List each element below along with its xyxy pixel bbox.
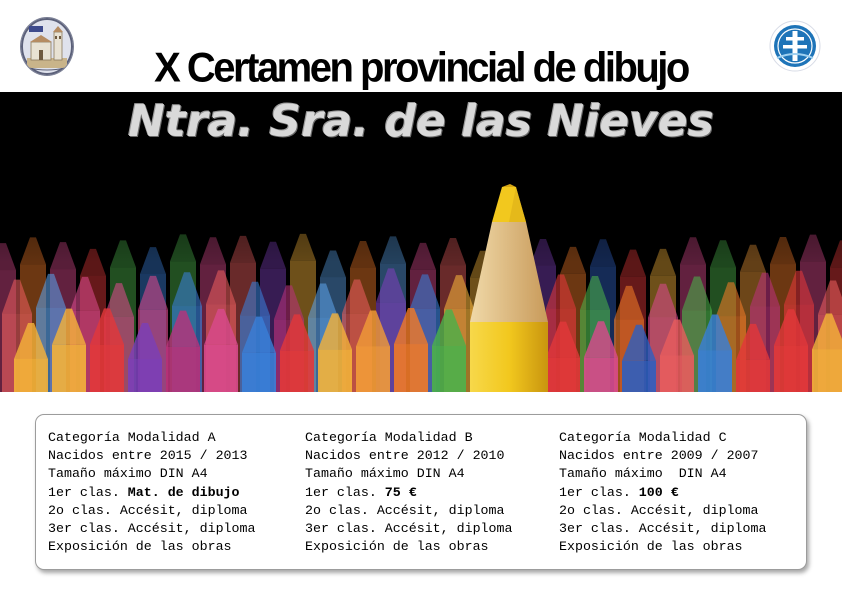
category-modalidad: Categoría Modalidad C (559, 430, 727, 445)
category-modalidad: Categoría Modalidad A (48, 430, 216, 445)
category-column-b (305, 429, 512, 556)
category-second: 2o clas. Accésit, diploma (305, 502, 505, 518)
category-first-prefix: 1er clas. (305, 484, 385, 500)
category-exhibition: Exposición de las obras (305, 539, 489, 555)
category-exhibition: Exposición de las obras (559, 539, 743, 555)
category-first-prefix: 1er clas. (559, 484, 639, 500)
category-third: 3er clas. Accésit, diploma (559, 521, 767, 537)
page-title: X Certamen provincial de dibujo (154, 44, 688, 92)
categories-info-box (35, 414, 807, 570)
category-column-a (48, 429, 255, 556)
category-nacidos: Nacidos entre 2012 / 2010 (305, 448, 505, 464)
category-column-c (559, 429, 766, 556)
category-first-prize: Mat. de dibujo (127, 484, 240, 500)
category-tamano: Tamaño máximo DIN A4 (559, 466, 727, 482)
category-nacidos: Nacidos entre 2009 / 2007 (559, 448, 759, 464)
page-subtitle: Ntra. Sra. de las Nieves (128, 96, 714, 147)
category-third: 3er clas. Accésit, diploma (48, 521, 256, 537)
category-nacidos: Nacidos entre 2015 / 2013 (48, 448, 248, 464)
category-second: 2o clas. Accésit, diploma (48, 502, 248, 518)
category-tamano: Tamaño máximo DIN A4 (48, 466, 208, 482)
category-exhibition: Exposición de las obras (48, 539, 232, 555)
category-modalidad: Categoría Modalidad B (305, 430, 473, 445)
category-first-prize: 100 € (638, 484, 679, 500)
category-tamano: Tamaño máximo DIN A4 (305, 466, 465, 482)
category-third: 3er clas. Accésit, diploma (305, 521, 513, 537)
category-second: 2o clas. Accésit, diploma (559, 502, 759, 518)
category-first-prefix: 1er clas. (48, 484, 128, 500)
category-first-prize: 75 € (384, 484, 417, 500)
